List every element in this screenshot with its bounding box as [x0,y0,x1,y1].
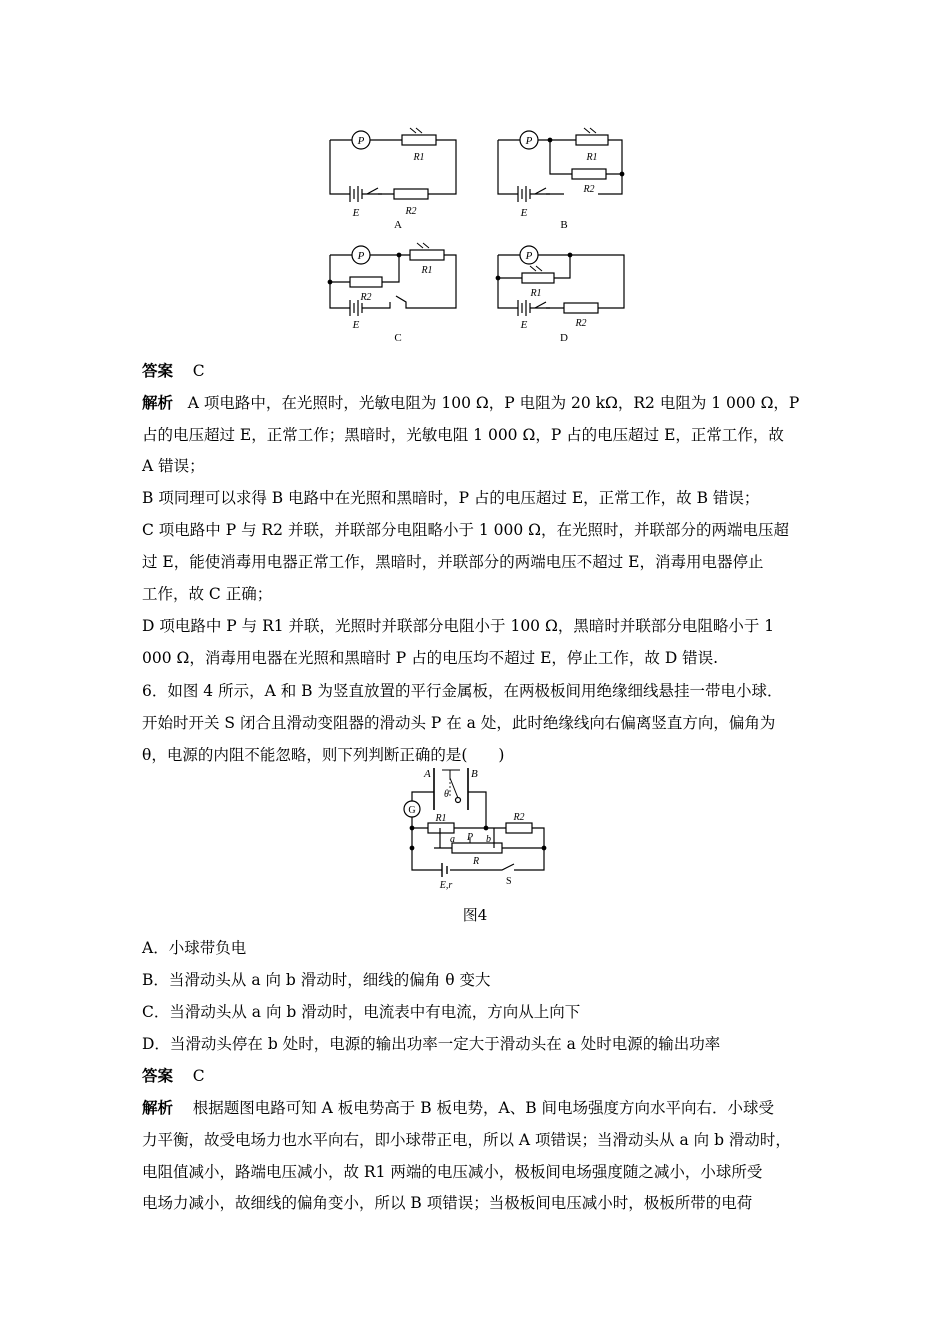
analysis-label: 解析 [142,393,174,412]
a-label: a [450,834,455,845]
ldr-label: R1 [421,265,433,276]
source-label: E,r [439,880,453,891]
source-label: E [352,319,360,331]
q6-option: A．小球带负电 [142,939,247,957]
circuit-figure-b [488,128,633,233]
q6-stem-line: 6．如图 4 所示，A 和 B 为竖直放置的平行金属板，在两极板间用绝缘细线悬挂一带电小球． [142,682,783,700]
circuit-figure-d [488,240,633,345]
ldr-label: R1 [413,152,425,163]
analysis-label: 解析 [142,1098,174,1117]
q5-analysis-line: C 项电路中 P 与 R2 并联，并联部分电阻略小于 1 000 Ω，在光照时，并联部分的两端电压超 [142,521,790,539]
r-label: R [472,856,480,867]
ldr-label: R1 [586,152,598,163]
q5-analysis-line: 过 E，能使消毒用电器正常工作，黑暗时，并联部分的两端电压不超过 E，消毒用电器停止 [142,553,764,571]
figure-label-c: C [394,332,402,344]
q6-analysis-line: 电阻值减小，路端电压减小，故 R1 两端的电压减小，极板间电场强度随之减小，小球所受 [142,1163,763,1181]
figure-label-d: D [560,332,568,344]
q5-answer [142,360,822,382]
resistor-label: R2 [360,292,372,303]
q6-option: C．当滑动头从 a 向 b 滑动时，电流表中有电流，方向从上向下 [142,1003,581,1021]
source-label: E [352,207,360,219]
source-label: E [520,207,528,219]
plate-a-label: A [424,768,431,780]
q6-option: B．当滑动头从 a 向 b 滑动时，细线的偏角 θ 变大 [142,971,491,989]
p-label: P [467,832,474,843]
q5-analysis-line: 占的电压超过 E，正常工作；黑暗时，光敏电阻 1 000 Ω，P 占的电压超过 E，正常工作，故 [142,426,784,444]
figure-4-circuit [398,764,553,894]
q6-stem-line: 开始时开关 S 闭合且滑动变阻器的滑动头 P 在 a 处，此时绝缘线向右偏离竖直方向，偏角为 [142,714,776,732]
galvanometer-label: G [408,805,416,816]
angle-label: θ [444,789,449,800]
answer-label: 答案 [142,1066,174,1085]
ldr-label: R1 [530,288,542,299]
circuit-figure-a [320,128,465,233]
answer-value: C [192,1067,205,1085]
q6-analysis-line: 电场力减小，故细线的偏角变小，所以 B 项错误；当极板间电压减小时，极板所带的电荷 [142,1194,753,1212]
switch-label: S [506,876,512,887]
answer-value: C [192,362,205,380]
q5-analysis-line: D 项电路中 P 与 R1 并联，光照时并联部分电阻小于 100 Ω，黑暗时并联部分电阻略小于 1 [142,617,775,635]
figure-label-a: A [394,219,402,231]
meter-label: P [357,135,365,147]
q6-analysis-line: 力平衡，故受电场力也水平向右，即小球带正电，所以 A 项错误；当滑动头从 a 向 b 滑动时， [142,1131,791,1149]
resistor-label: R2 [405,206,417,217]
q5-analysis-line: 工作，故 C 正确； [142,585,273,603]
q5-analysis-line: B 项同理可以求得 B 电路中在光照和黑暗时，P 占的电压超过 E，正常工作，故 B 错误； [142,489,760,507]
meter-label: P [525,250,533,262]
resistor-label: R2 [583,184,595,195]
q6-stem-line: θ，电源的内阻不能忽略，则下列判断正确的是( ) [142,746,505,764]
analysis-text: A 项电路中，在光照时，光敏电阻为 100 Ω，P 电阻为 20 kΩ，R2 电阻为 1 000 Ω，P [187,394,800,412]
resistor-label: R2 [575,318,587,329]
source-label: E [520,319,528,331]
plate-b-label: B [471,768,478,780]
q6-answer [142,1065,822,1087]
q6-analysis-line [142,1097,822,1119]
r2-label: R2 [513,812,525,823]
q5-analysis-line: A 错误； [142,457,205,475]
meter-label: P [525,135,533,147]
b-label: b [486,834,491,845]
meter-label: P [357,250,365,262]
figure-caption: 图4 [462,906,488,924]
answer-label: 答案 [142,361,174,380]
analysis-text: 根据题图电路可知 A 板电势高于 B 板电势，A、B 间电场强度方向水平向右．小球受 [192,1099,775,1117]
q5-analysis-line [142,392,822,414]
circuit-figure-c [320,240,465,345]
r1-label: R1 [435,813,447,824]
q5-analysis-line: 000 Ω，消毒用电器在光照和黑暗时 P 占的电压均不超过 E，停止工作，故 D 错误. [142,649,719,667]
figure-label-b: B [560,219,568,231]
q6-option: D．当滑动头停在 b 处时，电源的输出功率一定大于滑动头在 a 处时电源的输出功率 [142,1035,721,1053]
